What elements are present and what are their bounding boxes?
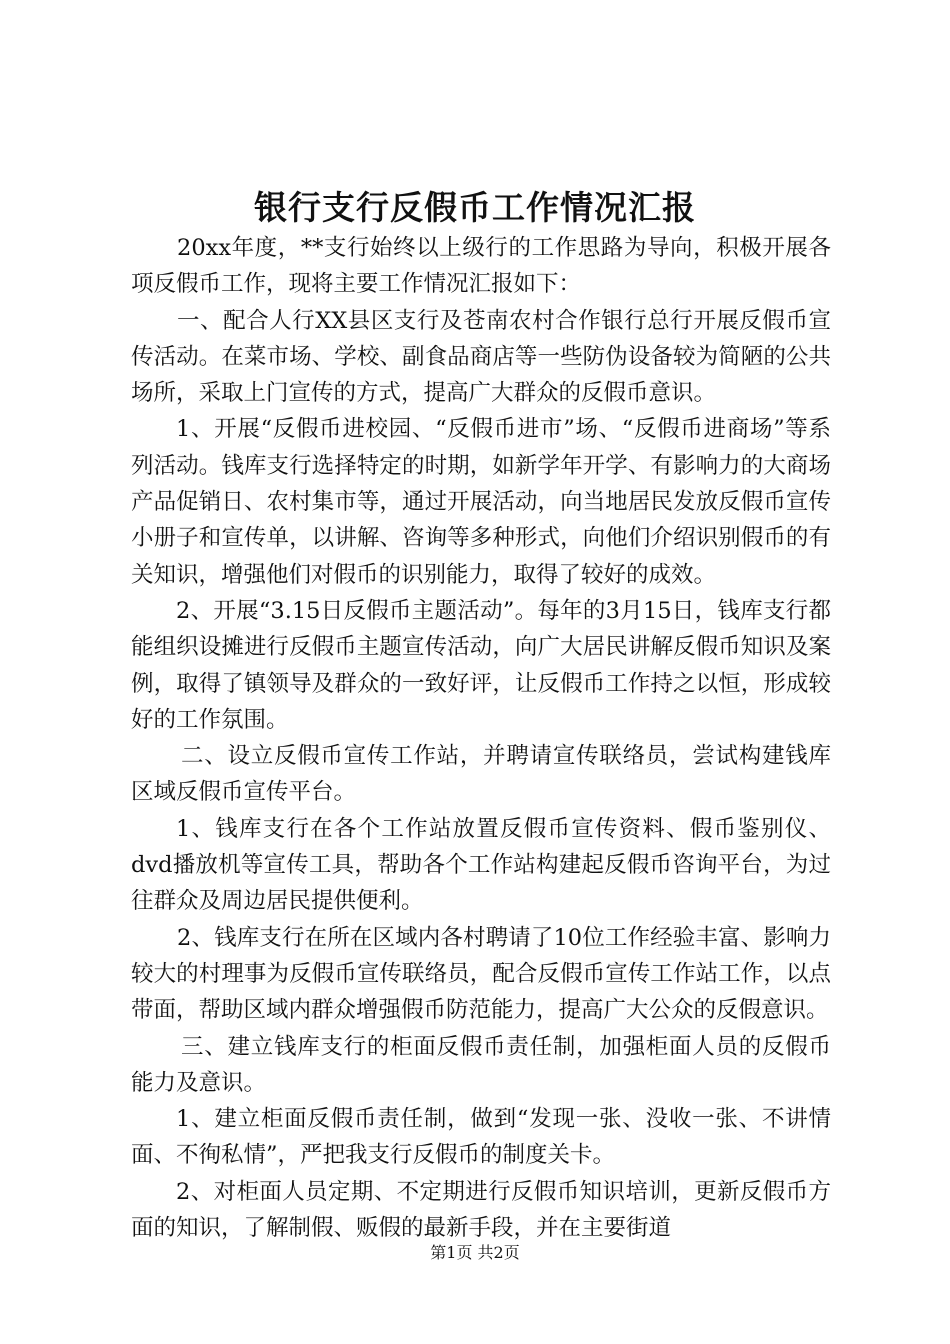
- paragraph-section-3: 三、建立钱库支行的柜面反假币责任制，加强柜面人员的反假币能力及意识。: [131, 1033, 831, 1096]
- document-body: [131, 230, 831, 1246]
- paragraph-section-1: 一、配合人行XX县区支行及苍南农村合作银行总行开展反假币宣传活动。在菜市场、学校、副食品商店等一些防伪设备较为简陋的公共场所，采取上门宣传的方式，提高广大群众的反假币意识。: [131, 307, 831, 407]
- paragraph-item-1-1: 1、开展“反假币进校园、“反假币进市”场、“反假币进商场”等系列活动。钱库支行选择特定的时期，如新学年开学、有影响力的大商场产品促销日、农村集市等，通过开展活动，向当地居民发放反假币宣传小册子和宣传单，以讲解、咨询等多种形式，向他们介绍识别假币的有关知识，增强他们对假币的识别能力，取得了较好的成效。: [131, 416, 831, 588]
- paragraph-item-2-1: 1、钱库支行在各个工作站放置反假币宣传资料、假币鉴别仪、dvd播放机等宣传工具，帮助各个工作站构建起反假币咨询平台，为过往群众及周边居民提供便利。: [131, 815, 831, 915]
- paragraph-intro: 20xx年度，**支行始终以上级行的工作思路为导向，积极开展各项反假币工作，现将主要工作情况汇报如下：: [131, 235, 831, 298]
- document-title: 银行支行反假币工作情况汇报: [254, 188, 696, 227]
- paragraph-item-3-1: 1、建立柜面反假币责任制，做到“发现一张、没收一张、不讲情面、不徇私情”，严把我支行反假币的制度关卡。: [131, 1106, 831, 1169]
- paragraph-item-3-2: 2、对柜面人员定期、不定期进行反假币知识培训，更新反假币方面的知识，了解制假、贩假的最新手段，并在主要街道: [131, 1178, 831, 1242]
- paragraph-item-2-2: 2、钱库支行在所在区域内各村聘请了10位工作经验丰富、影响力较大的村理事为反假币宣传联络员，配合反假币宣传工作站工作，以点带面，帮助区域内群众增强假币防范能力，提高广大公众的反假意识。: [131, 924, 831, 1024]
- paragraph-section-2: 二、设立反假币宣传工作站，并聘请宣传联络员，尝试构建钱库区域反假币宣传平台。: [131, 743, 831, 806]
- paragraph-item-1-2: 2、开展“3.15日反假币主题活动”。每年的3月15日，钱库支行都能组织设摊进行反假币主题宣传活动，向广大居民讲解反假币知识及案例，取得了镇领导及群众的一致好评，让反假币工作持之以恒，形成较好的工作氛围。: [131, 597, 831, 733]
- page-footer: 第1页 共2页: [430, 1243, 520, 1262]
